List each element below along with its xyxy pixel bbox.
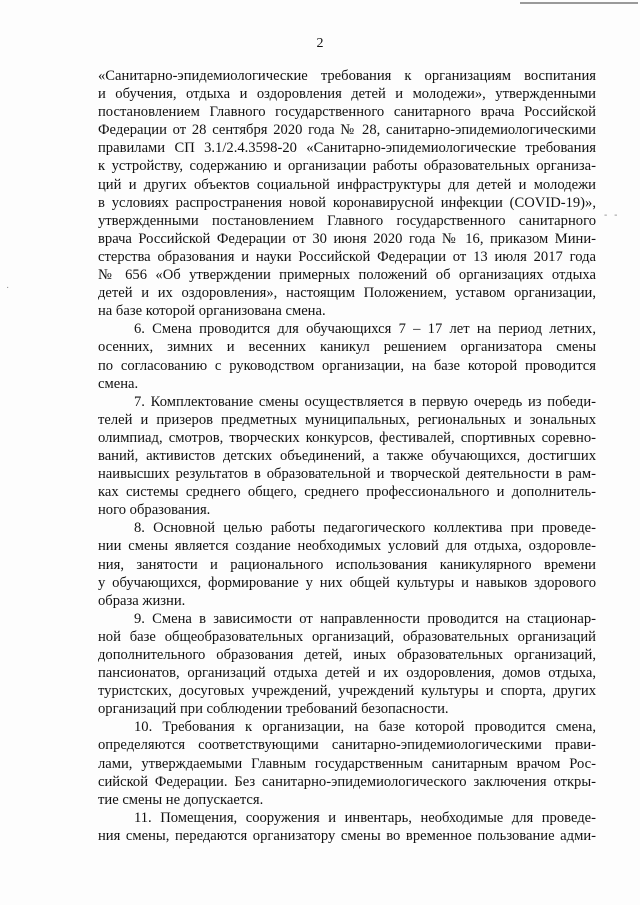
text-line: 6. Смена проводится для обучающихся 7 – 17 лет на период летних, xyxy=(134,321,596,338)
text-line: сийской Федерации. Без санитарно-эпидемиологического заключения откры- xyxy=(98,773,596,790)
document-body xyxy=(98,67,596,845)
text-line: 8. Основной целью работы педагогического коллектива при проведе- xyxy=(134,520,596,537)
text-line: у обучающихся, формирование у них общей культуры и навыков здорового xyxy=(98,574,596,591)
text-line: определяются соответствующими санитарно-эпидемиологическими прави- xyxy=(98,737,596,754)
text-line: и обучения, отдыха и оздоровления детей и молодежи», утвержденными xyxy=(98,86,596,103)
text-line: ций и других объектов социальной инфраструктуры для детей и молодежи xyxy=(98,176,596,193)
text-line: 11. Помещения, сооружения и инвентарь, необходимые для проведе- xyxy=(134,809,596,826)
text-line: дополнительного образования детей, иных образовательных организаций, xyxy=(98,647,596,663)
text-line: стерства образования и науки Российской Федерации от 13 июля 2017 года xyxy=(98,248,596,265)
text-line: образа жизни. xyxy=(98,592,186,609)
text-line: по согласованию с руководством организации, на базе которой проводится xyxy=(98,357,596,374)
page-number: 2 xyxy=(316,36,324,51)
text-line: туристских, досуговых учреждений, учреждений культуры и спорта, других xyxy=(98,683,596,700)
scan-edge-mark xyxy=(520,2,638,4)
text-line: правилами СП 3.1/2.4.3598-20 «Санитарно-эпидемиологические требования xyxy=(98,140,596,157)
text-line: тие смены не допускается. xyxy=(98,791,264,808)
text-line: врача Российской Федерации от 30 июня 2020 года № 16, приказом Мини- xyxy=(98,230,596,247)
text-line: к устройству, содержанию и организации работы образовательных организа- xyxy=(98,158,596,175)
scan-margin-dot: · xyxy=(6,282,10,293)
text-line: «Санитарно-эпидемиологические требования к организациям воспитания xyxy=(98,68,596,84)
text-line: № 656 «Об утверждении примерных положений об организациях отдыха xyxy=(98,267,596,284)
text-line: ной базе общеобразовательных организаций, образовательных организаций xyxy=(98,628,596,645)
text-line: осенних, зимних и весенних каникул решением организатора смены xyxy=(98,339,596,356)
text-line: детей и их оздоровления», настоящим Положением, уставом организации, xyxy=(98,285,596,302)
text-line: ния, занятости и рационального использования каникулярного времени xyxy=(98,556,596,573)
text-line: ного образования. xyxy=(98,502,211,519)
text-line: постановлением Главного государственного санитарного врача Российской xyxy=(98,104,596,121)
text-line: олимпиад, смотров, творческих конкурсов, фестивалей, спортивных соревно- xyxy=(98,429,596,446)
text-line: утвержденными постановлением Главного государственного санитарного xyxy=(98,212,596,229)
text-line: телей и призеров предметных муниципальных, региональных и зональных xyxy=(98,411,596,428)
text-line: в условиях распространения новой коронавирусной инфекции (COVID-19)», xyxy=(98,194,596,211)
text-line: пансионатов, организаций отдыха детей и их оздоровления, домов отдыха, xyxy=(98,665,596,682)
text-line: 10. Требования к организации, на базе которой проводится смена, xyxy=(134,719,596,736)
text-line: 9. Смена в зависимости от направленности проводится на стационар- xyxy=(134,610,596,627)
text-line: ния смены, передаются организатору смены во временное пользование адми- xyxy=(98,827,596,844)
text-line: нии смены является создание необходимых условий для отдыха, оздоровле- xyxy=(98,538,596,555)
text-line: наивысших результатов в образовательной и творческой деятельности в рам- xyxy=(98,466,596,483)
text-line: Федерации от 28 сентября 2020 года № 28, санитарно-эпидемиологическими xyxy=(98,122,596,139)
scan-margin-dots: - - xyxy=(604,210,620,221)
text-line: ках системы среднего общего, среднего профессионального и дополнитель- xyxy=(98,484,596,501)
text-line: организаций при соблюдении требований безопасности. xyxy=(98,701,449,718)
text-line: смена. xyxy=(98,375,139,392)
text-line: 7. Комплектование смены осуществляется в первую очередь из победи- xyxy=(134,393,596,410)
text-line: лами, утверждаемыми Главным государственным санитарным врачом Рос- xyxy=(98,755,596,772)
text-line: на базе которой организована смена. xyxy=(98,303,326,320)
text-line: ваний, активистов детских объединений, а также обучающихся, достигших xyxy=(98,447,596,464)
